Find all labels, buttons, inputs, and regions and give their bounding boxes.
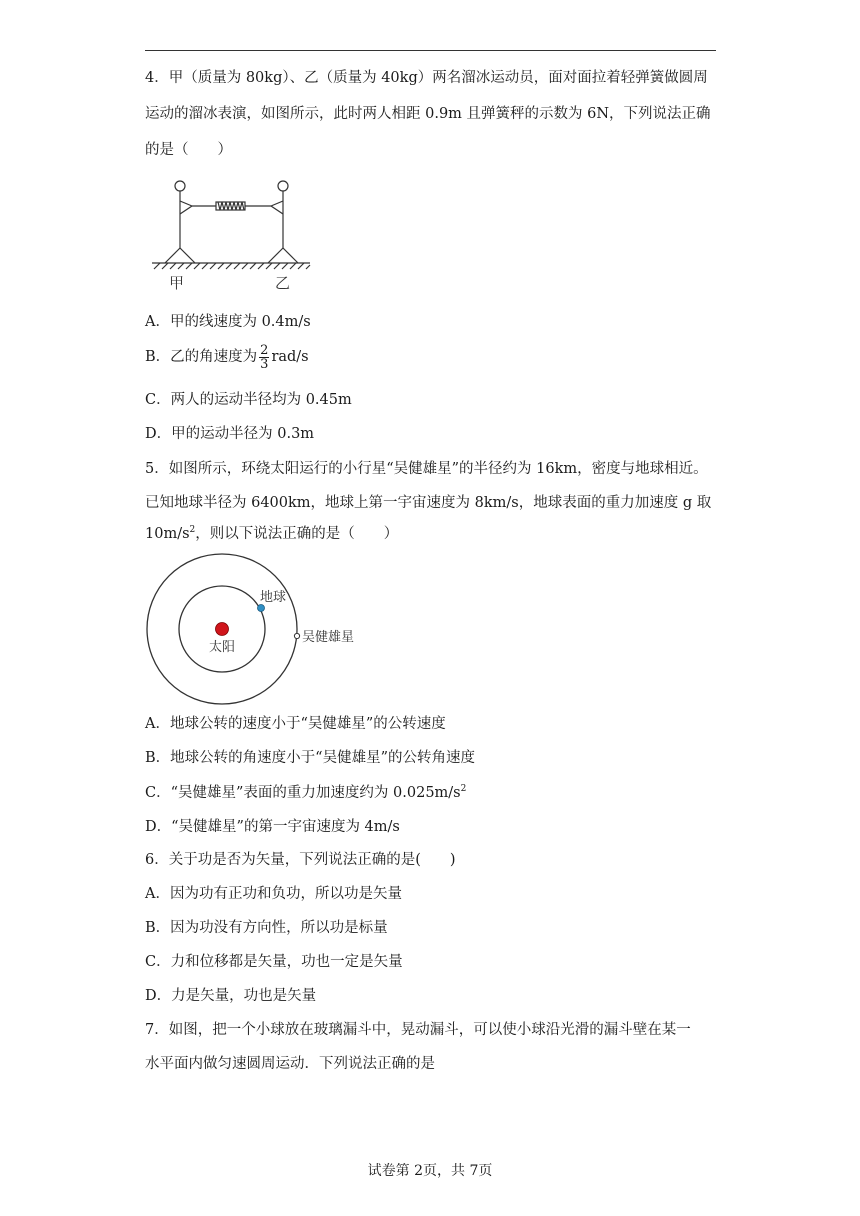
header-rule [145,50,716,51]
orbit-figure [140,550,370,710]
q5-stem-line1: 5．如图所示，环绕太阳运行的小行星“吴健雄星”的半径约为 16km，密度与地球相近。 [145,461,708,477]
skater-label-right: 乙 [275,274,291,292]
q4-option-b-unit: rad/s [271,349,309,365]
q5-option-c-text: C．“吴健雄星”表面的重力加速度约为 0.025m/s [145,785,461,801]
skater-label-left: 甲 [169,274,185,292]
fraction [259,344,269,371]
q7-stem-line2: 水平面内做匀速圆周运动．下列说法正确的是 [145,1056,435,1072]
q5-stem-line3 [145,524,398,544]
q4-stem-line2: 运动的溜冰表演，如图所示，此时两人相距 0.9m 且弹簧秤的示数为 6N，下列说法正确 [145,106,711,122]
q4-stem-line1: 4．甲（质量为 80kg）、乙（质量为 40kg）两名溜冰运动员，面对面拉着轻弹簧做圆周 [145,70,708,86]
sun-label: 太阳 [209,640,236,655]
q6-option-a: A．因为功有正功和负功，所以功是矢量 [145,886,402,902]
fraction-numerator: 2 [260,342,269,358]
q5-option-c [145,783,466,803]
q6-option-c: C．力和位移都是矢量，功也一定是矢量 [145,954,403,970]
q6-stem: 6．关于功是否为矢量，下列说法正确的是( ) [145,852,456,868]
q4-option-b-text: B．乙的角速度为 [145,349,258,365]
q7-stem-line1: 7．如图，把一个小球放在玻璃漏斗中，晃动漏斗，可以使小球沿光滑的漏斗壁在某一 [145,1022,691,1038]
fraction-denominator: 3 [260,356,269,372]
q4-option-b [145,342,309,372]
q5-option-a: A．地球公转的速度小于“吴健雄星”的公转速度 [145,716,446,732]
sun-icon [216,623,229,636]
q4-option-c: C．两人的运动半径均为 0.45m [145,392,352,408]
q6-option-d: D．力是矢量，功也是矢量 [145,988,317,1004]
q6-option-b: B．因为功没有方向性，所以功是标量 [145,920,388,936]
q4-option-a: A．甲的线速度为 0.4m/s [145,314,311,330]
q5-stem-line3-b: ，则以下说法正确的是（ ） [195,526,399,542]
q5-stem-line2: 已知地球半径为 6400km，地球上第一宇宙速度为 8km/s，地球表面的重力加速度 g 取 [145,495,712,511]
page-footer: 试卷第 2页，共 7页 [367,1163,493,1179]
q4-stem-line3: 的是（ ） [145,142,232,158]
asteroid-icon [294,633,299,638]
earth-label: 地球 [260,590,287,605]
superscript: 2 [460,784,467,795]
q4-option-d: D．甲的运动半径为 0.3m [145,426,315,442]
q5-option-d: D．“吴健雄星”的第一宇宙速度为 4m/s [145,819,400,835]
q5-option-b: B．地球公转的角速度小于“吴健雄星”的公转角速度 [145,750,475,766]
earth-icon [258,605,265,612]
skaters-spring-figure [150,176,320,294]
superscript: 2 [189,525,196,536]
asteroid-label: 吴健雄星 [302,630,355,645]
q5-stem-line3-a: 10m/s [145,526,190,542]
